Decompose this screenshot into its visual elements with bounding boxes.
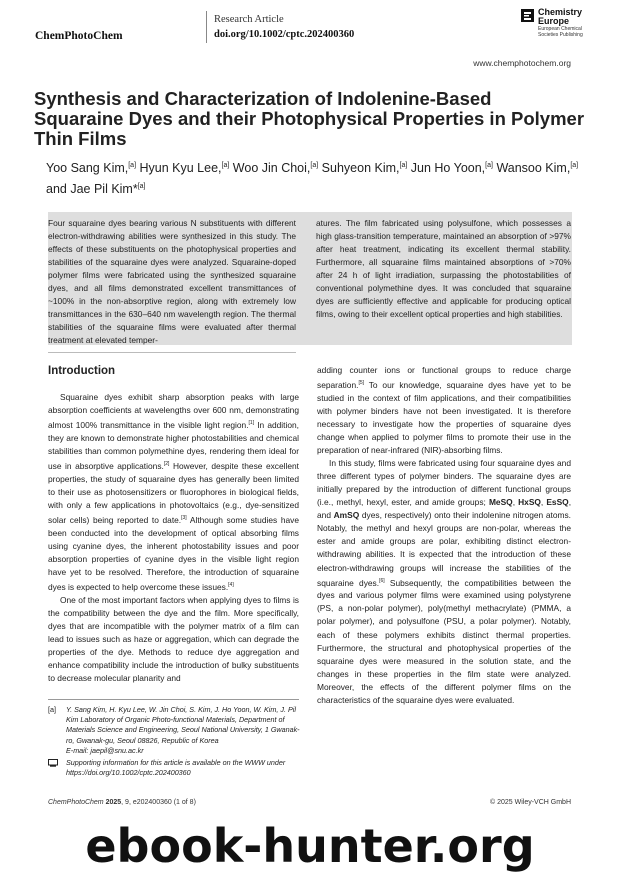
publisher-sub: European Chemical Societies Publishing — [538, 26, 583, 38]
copyright: © 2025 Wiley-VCH GmbH — [489, 799, 571, 806]
author-list — [46, 157, 586, 198]
citation[interactable]: [1] — [248, 420, 255, 427]
watermark: ebook-hunter.org — [85, 819, 535, 873]
header-divider — [206, 11, 207, 43]
body-column-right — [317, 364, 571, 707]
article-title: Synthesis and Characterization of Indolenine-Based Squaraine Dyes and their Photophysical Properties in Polymer Thin Films — [34, 88, 585, 149]
publisher-line1: Chemistry — [538, 7, 583, 17]
affiliation-mark: [a] — [310, 162, 319, 169]
author: Jun Ho Yoon, — [410, 161, 486, 176]
abstract-col2: atures. The film fabricated using polysulfone, which possesses a high glass-transition temperature, maintained an absorption of >97% after heat treatment, indicating its excellent thermal stability. Furthermore, all squaraine films maintained absorptions of >70% after 24 h of light irradiation, surpassing the photostabilities of conventional polymethine dyes. It was concluded that squaraine dyes are sufficiently effective and applicable for producing optical films, owing to their excellent optical properties and high stabilities. — [316, 218, 571, 320]
text: In this study, films were fabricated using four squaraine dyes and three different types of polymer binders. The squaraine dyes are initially prepared by the introduction of different functional groups (i.e., methyl, hexyl, ester, and amide groups; — [317, 458, 571, 508]
affiliation-mark: [a] — [399, 162, 408, 169]
text: In addition, they are known to demonstrate higher photostabilities and chemical stabilities than common polymethine dyes, rendering them ideal for use in absorptive applications. — [48, 419, 299, 471]
author: Wansoo Kim, — [496, 161, 571, 176]
affiliation-mark: [a] — [485, 162, 493, 169]
text: adding counter ions or functional groups to reduce charge separation. — [317, 365, 571, 390]
text: To our knowledge, squaraine dyes have yet to be studied in the context of film applications, and their compatibilities with polymer binders have not been investigated. It is therefore necessary to investigate how the properties of squaraine dyes change when applied to polymer films to promote their use in the preparation of near-infrared (NIR)-absorbing films. — [317, 379, 571, 456]
affiliation-text: Y. Sang Kim, H. Kyu Lee, W. Jin Choi, S. Kim, J. Ho Yoon, W. Kim, J. Pil Kim Laboratory of Organic Photo-functional Materials, Department of Materials Science and Engineering, Seoul National University, 1 Gwanak-ro, Gwanak-gu, Seoul 08826, Republic of Korea — [66, 705, 300, 745]
publisher-line2: Europe — [538, 16, 570, 26]
affiliation-mark: [a] — [128, 162, 137, 169]
citation[interactable]: [5] — [358, 380, 364, 387]
chemistry-europe-icon — [521, 9, 534, 22]
journal-website[interactable]: www.chemphotochem.org — [473, 58, 571, 68]
text: Squaraine dyes exhibit sharp absorption peaks with large absorption coefficients at wavelengths over 600 nm, demonstrating almost 100% transmittance in the visible light region. — [48, 392, 299, 430]
author: Hyun Kyu Lee, — [139, 161, 222, 176]
author: Suhyeon Kim, — [321, 161, 400, 176]
citation[interactable]: [2] — [163, 461, 170, 468]
supporting-info-note — [48, 758, 301, 778]
email-text[interactable]: E-mail: jaepil@snu.ac.kr — [66, 745, 144, 755]
author: Woo Jin Choi, — [232, 161, 311, 176]
author: Yoo Sang Kim, — [46, 161, 129, 176]
footer-journal: ChemPhotoChem — [48, 799, 104, 806]
footer-details: , 9, e202400360 (1 of 8) — [121, 799, 196, 806]
paragraph — [317, 457, 571, 707]
affiliation-footnote — [48, 705, 301, 756]
affiliation-mark: [a] — [221, 162, 230, 169]
dye-name: EsSQ — [546, 497, 569, 508]
paragraph — [48, 391, 299, 594]
dye-name: MeSQ — [488, 497, 513, 508]
paragraph — [317, 364, 571, 457]
text: Although some studies have been conducted into the development of optical absorbing films using cyanine dyes, the inherent photostability issues and poor absorption properties of cyanine dyes in the visible light region have yet to be resolved. Therefore, the introduction of squaraine dyes is expected to help overcome these issues. — [48, 514, 299, 592]
abstract-col1: Four squaraine dyes bearing various N substituents with different electron-withdrawing abilities were synthesized in this study. The effects of these substituents on the photophysical properties and stabilities of the squaraine dyes were analyzed. Squaraine-doped polymer films were fabricated using the synthesized squaraine dyes, and all films demonstrated excellent transmittances of ~100% in the non-absorptive region, along with extremely low transmittances in the 630–640 nm wavelength region. The thermal stabilities of the squaraine films were evaluated after thermal treatment at elevated temper- — [48, 218, 296, 346]
text: , — [540, 497, 547, 508]
journal-name: ChemPhotoChem — [35, 30, 123, 42]
section-divider — [48, 352, 296, 353]
citation[interactable]: [4] — [228, 582, 234, 589]
body-column-left — [48, 391, 299, 685]
text: , — [512, 497, 519, 508]
text: , and — [317, 497, 572, 521]
doi-link[interactable]: doi.org/10.1002/cptc.202400360 — [214, 29, 355, 40]
computer-icon — [48, 759, 58, 767]
text: dyes, respectively) onto their indolenine nitrogen atoms. Notably, the methyl and hexyl groups are non-polar, whereas the ester and amide groups are polar, exhibiting distinct electron-withdrawing abilities. It is expected that the introduction of these electron-withdrawing groups will increase the stabilities of the squaraine dyes. — [317, 510, 571, 588]
footnote-divider — [48, 699, 299, 700]
chemistry-europe-logo — [521, 8, 591, 44]
footnote-label: [a] — [48, 705, 56, 714]
abstract-box — [48, 212, 572, 345]
footer-year: 2025 — [105, 799, 122, 806]
dye-name: AmSQ — [333, 510, 360, 521]
text: However, despite these excellent properties, the study of squaraine dyes has generally been limited to their use as photosensitizers or fluorophores in biological fields, with only a few applications in photovoltaics (e.g., dye-sensitized solar cells) being reported to date. — [48, 460, 300, 525]
dye-name: HxSQ — [518, 497, 541, 508]
text: Subsequently, the compatibilities between the dyes and various polymer films were examined using polystyrene (PS, a non-polar polymer), poly(methyl methacrylate) (PMMA, a polar polymer), and polysulfone (PSU, a polar polymer). Notably, each of these polymers exhibits distinct thermal properties. Furthermore, the structural and photophysical properties of the squaraine dyes were measured in the solution state, and the changes in these properties in the film state were analyzed. Moreover, the effects of the different polymer films on the characteristics of the squaraine dyes were evaluated. — [317, 577, 571, 705]
section-heading: Introduction — [48, 365, 116, 377]
citation[interactable]: [6] — [379, 577, 385, 584]
affiliation-mark: [a] — [570, 162, 579, 169]
supporting-info-text: Supporting information for this article is available on the WWW under https://doi.org/10.1002/cptc.202400360 — [66, 758, 286, 778]
citation[interactable]: [3] — [181, 515, 187, 522]
author: and Jae Pil Kim* — [46, 181, 138, 196]
paragraph: One of the most important factors when applying dyes to films is the compatibility between the dye and the film. More specifically, dyes that are incompatible with the polymer matrix of a film can lead to issues such as haze or aggregation, which can degrade the properties of the dye. Methods to reduce dye aggregation and enhance compatibility include the introduction of bulky substituents to decrease molecular planarity and — [48, 594, 299, 684]
affiliation-mark: [a] — [137, 182, 146, 190]
article-type: Research Article — [214, 14, 284, 25]
